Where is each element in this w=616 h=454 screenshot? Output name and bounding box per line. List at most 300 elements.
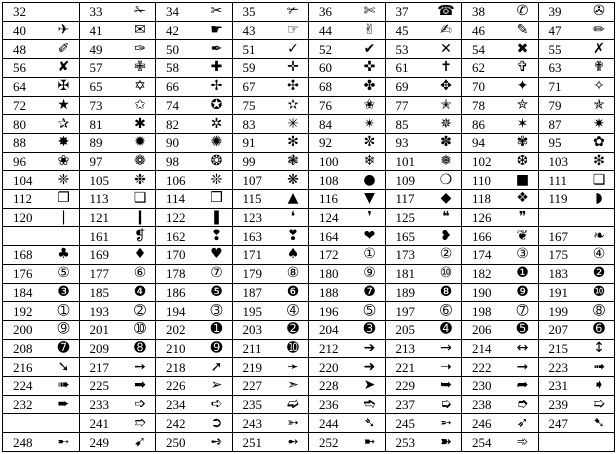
char-code-cell: 94: [462, 133, 508, 152]
dingbat-glyph-cell: ❃: [278, 152, 309, 171]
char-code-cell: 124: [309, 208, 355, 227]
dingbat-glyph-cell: ✸: [49, 133, 80, 152]
table-row: [3, 339, 615, 358]
dingbat-glyph-cell: ★: [49, 96, 80, 115]
char-code-cell: 85: [385, 115, 431, 134]
dingbat-glyph-cell: ➧: [584, 377, 615, 396]
dingbat-glyph-cell: ❈: [49, 171, 80, 190]
table-row: [3, 40, 615, 59]
char-code-cell: 181: [385, 264, 431, 283]
dingbat-glyph-cell: ❏: [584, 171, 615, 190]
char-code-cell: 123: [232, 208, 278, 227]
char-code-cell: 58: [156, 59, 202, 78]
dingbat-glyph-cell: ✵: [431, 115, 462, 134]
char-code-cell: 201: [79, 320, 125, 339]
char-code-cell: 243: [232, 414, 278, 433]
char-code-cell: 184: [3, 283, 49, 302]
char-code-cell: 162: [156, 227, 202, 246]
dingbat-glyph-cell: ⑦: [202, 264, 233, 283]
table-row: [3, 77, 615, 96]
dingbat-code-table: [2, 2, 615, 452]
char-code-cell: 193: [79, 302, 125, 321]
dingbat-glyph-cell: ➨: [49, 395, 80, 414]
char-code-cell: 207: [538, 320, 584, 339]
dingbat-glyph-cell: ❦: [508, 227, 539, 246]
dingbat-glyph-cell: ✲: [202, 115, 233, 134]
dingbat-glyph-cell: ❋: [278, 171, 309, 190]
dingbat-glyph-cell: ✖: [508, 40, 539, 59]
table-row: [3, 395, 615, 414]
dingbat-glyph-cell: ➄: [355, 302, 386, 321]
dingbat-glyph-cell: ●: [355, 171, 386, 190]
char-code-cell: 218: [156, 358, 202, 377]
char-code-cell: 115: [232, 190, 278, 209]
table-row: [3, 171, 615, 190]
dingbat-glyph-cell: ❹: [125, 283, 156, 302]
dingbat-glyph-cell: ✎: [508, 21, 539, 40]
char-code-cell: 90: [156, 133, 202, 152]
char-code-cell: 61: [385, 59, 431, 78]
dingbat-glyph-cell: ❻: [278, 283, 309, 302]
char-code-cell: 42: [156, 21, 202, 40]
dingbat-glyph-cell: ➡: [125, 377, 156, 396]
dingbat-glyph-cell: ✉: [125, 21, 156, 40]
dingbat-glyph-cell: ❸: [49, 283, 80, 302]
dingbat-glyph-cell: ➆: [508, 302, 539, 321]
char-code-cell: 57: [79, 59, 125, 78]
char-code-cell: 49: [79, 40, 125, 59]
dingbat-glyph-cell: ✐: [49, 40, 80, 59]
char-code-cell: 253: [385, 433, 431, 452]
dingbat-glyph-cell: [49, 3, 80, 22]
dingbat-glyph-cell: ✳: [278, 115, 309, 134]
char-code-cell: 56: [3, 59, 49, 78]
char-code-cell: 81: [79, 115, 125, 134]
char-code-cell: 180: [309, 264, 355, 283]
table-row: [3, 227, 615, 246]
char-code-cell: 76: [309, 96, 355, 115]
dingbat-glyph-cell: ❾: [508, 283, 539, 302]
char-code-cell: 167: [538, 227, 584, 246]
dingbat-glyph-cell: ❿: [584, 283, 615, 302]
table-row: [3, 115, 615, 134]
char-code-cell: 100: [309, 152, 355, 171]
dingbat-glyph-cell: ✑: [125, 40, 156, 59]
char-code-cell: 212: [309, 339, 355, 358]
char-code-cell: 241: [79, 414, 125, 433]
char-code-cell: 126: [462, 208, 508, 227]
dingbat-glyph-cell: ❛: [278, 208, 309, 227]
dingbat-glyph-cell: ✍: [431, 21, 462, 40]
dingbat-glyph-cell: ❐: [49, 190, 80, 209]
char-code-cell: 245: [385, 414, 431, 433]
char-code-cell: 75: [232, 96, 278, 115]
table-row: [3, 3, 615, 22]
dingbat-glyph-cell: ✧: [584, 77, 615, 96]
char-code-cell: 238: [462, 395, 508, 414]
table-row: [3, 21, 615, 40]
dingbat-glyph-cell: ❉: [125, 171, 156, 190]
table-row: [3, 246, 615, 265]
dingbat-glyph-cell: ❼: [355, 283, 386, 302]
dingbat-glyph-cell: ❖: [508, 190, 539, 209]
dingbat-glyph-cell: ❢: [202, 227, 233, 246]
dingbat-glyph-cell: ①: [355, 246, 386, 265]
char-code-cell: 208: [3, 339, 49, 358]
dingbat-glyph-cell: ➴: [355, 414, 386, 433]
char-code-cell: 168: [3, 246, 49, 265]
dingbat-glyph-cell: ✇: [584, 3, 615, 22]
dingbat-glyph-cell: ✓: [278, 40, 309, 59]
char-code-cell: 239: [538, 395, 584, 414]
dingbat-glyph-cell: ➛: [278, 358, 309, 377]
dingbat-glyph-cell: ✒: [202, 40, 233, 59]
dingbat-glyph-cell: ➓: [278, 339, 309, 358]
dingbat-glyph-cell: ➂: [202, 302, 233, 321]
dingbat-glyph-cell: ❍: [431, 171, 462, 190]
char-code-cell: 171: [232, 246, 278, 265]
dingbat-glyph-cell: ✣: [278, 77, 309, 96]
dingbat-glyph-cell: ➉: [125, 320, 156, 339]
dingbat-glyph-cell: ➱: [125, 414, 156, 433]
dingbat-glyph-cell: ❡: [125, 227, 156, 246]
char-code-cell: 74: [156, 96, 202, 115]
char-code-cell: 79: [538, 96, 584, 115]
char-code-cell: 252: [309, 433, 355, 452]
table-row: [3, 59, 615, 78]
dingbat-glyph-cell: ✜: [355, 59, 386, 78]
char-code-cell: 104: [3, 171, 49, 190]
char-code-cell: 82: [156, 115, 202, 134]
table-row: [3, 302, 615, 321]
dingbat-glyph-cell: ✙: [125, 59, 156, 78]
dingbat-glyph-cell: ✛: [278, 59, 309, 78]
table-row: [3, 152, 615, 171]
char-code-cell: 191: [538, 283, 584, 302]
dingbat-glyph-cell: ➀: [49, 302, 80, 321]
dingbat-glyph-cell: ✷: [584, 115, 615, 134]
char-code-cell: 174: [462, 246, 508, 265]
char-code-cell: 175: [538, 246, 584, 265]
dingbat-glyph-cell: ➙: [125, 358, 156, 377]
dingbat-glyph-cell: ❅: [431, 152, 462, 171]
dingbat-glyph-cell: ❥: [431, 227, 462, 246]
char-code-cell: 186: [156, 283, 202, 302]
char-code-cell: 210: [156, 339, 202, 358]
char-code-cell: 234: [156, 395, 202, 414]
char-code-cell: 77: [385, 96, 431, 115]
char-code-cell: 249: [79, 433, 125, 452]
char-code-cell: 187: [232, 283, 278, 302]
char-code-cell: 36: [309, 3, 355, 22]
char-code-cell: 251: [232, 433, 278, 452]
char-code-cell: 102: [462, 152, 508, 171]
char-code-cell: 233: [79, 395, 125, 414]
dingbat-glyph-cell: ➫: [278, 395, 309, 414]
dingbat-glyph-cell: ➼: [355, 433, 386, 452]
dingbat-glyph-cell: ➠: [49, 377, 80, 396]
char-code-cell: 192: [3, 302, 49, 321]
dingbat-glyph-cell: ④: [584, 246, 615, 265]
dingbat-glyph-cell: ➈: [49, 320, 80, 339]
dingbat-glyph-cell: ■: [508, 171, 539, 190]
char-code-cell: 110: [462, 171, 508, 190]
char-code-cell: 69: [385, 77, 431, 96]
char-code-cell: 54: [462, 40, 508, 59]
char-code-cell: 116: [309, 190, 355, 209]
dingbat-glyph-cell: ⑩: [431, 264, 462, 283]
dingbat-glyph-cell: ➩: [125, 395, 156, 414]
char-code-cell: 224: [3, 377, 49, 396]
dingbat-glyph-cell: ✫: [278, 96, 309, 115]
char-code-cell: 242: [156, 414, 202, 433]
char-code-cell: [538, 208, 584, 227]
dingbat-glyph-cell: ➊: [202, 320, 233, 339]
char-code-cell: 172: [309, 246, 355, 265]
dingbat-glyph-cell: ❚: [202, 208, 233, 227]
dingbat-glyph-cell: ✟: [584, 59, 615, 78]
dingbat-glyph-cell: ➟: [584, 358, 615, 377]
char-code-cell: 87: [538, 115, 584, 134]
dingbat-glyph-cell: ✏: [584, 21, 615, 40]
dingbat-glyph-cell: ☞: [278, 21, 309, 40]
dingbat-glyph-cell: ☎: [431, 3, 462, 22]
char-code-cell: 198: [462, 302, 508, 321]
dingbat-glyph-cell: ❶: [508, 264, 539, 283]
char-code-cell: 109: [385, 171, 431, 190]
char-code-cell: 248: [3, 433, 49, 452]
dingbat-glyph-cell: ❑: [125, 190, 156, 209]
char-code-cell: 32: [3, 3, 49, 22]
dingbat-glyph-cell: ✞: [508, 59, 539, 78]
dingbat-glyph-cell: ➲: [202, 414, 233, 433]
dingbat-glyph-cell: ➘: [49, 358, 80, 377]
char-code-cell: 73: [79, 96, 125, 115]
char-code-cell: 53: [385, 40, 431, 59]
dingbat-glyph-cell: ➽: [431, 433, 462, 452]
table-row: [3, 96, 615, 115]
char-code-cell: 84: [309, 115, 355, 134]
char-code-cell: 254: [462, 433, 508, 452]
dingbat-glyph-cell: ➪: [202, 395, 233, 414]
char-code-cell: 185: [79, 283, 125, 302]
dingbat-glyph-cell: ❞: [508, 208, 539, 227]
dingbat-glyph-cell: ✮: [508, 96, 539, 115]
char-code-cell: 199: [538, 302, 584, 321]
char-code-cell: 246: [462, 414, 508, 433]
dingbat-glyph-cell: ➔: [355, 339, 386, 358]
char-code-cell: 176: [3, 264, 49, 283]
char-code-cell: 213: [385, 339, 431, 358]
char-code-cell: 35: [232, 3, 278, 22]
char-code-cell: [3, 414, 49, 433]
dingbat-glyph-cell: ☛: [202, 21, 233, 40]
char-code-cell: 70: [462, 77, 508, 96]
dingbat-glyph-cell: ➬: [355, 395, 386, 414]
char-code-cell: 101: [385, 152, 431, 171]
char-code-cell: 92: [309, 133, 355, 152]
dingbat-glyph-cell: ❊: [202, 171, 233, 190]
dingbat-glyph-cell: ➤: [355, 377, 386, 396]
dingbat-glyph-cell: ↕: [584, 339, 615, 358]
char-code-cell: 195: [232, 302, 278, 321]
dingbat-glyph-cell: ➣: [278, 377, 309, 396]
dingbat-glyph-cell: ♠: [278, 246, 309, 265]
dingbat-glyph-cell: ❄: [355, 152, 386, 171]
char-code-cell: 71: [538, 77, 584, 96]
char-code-cell: 95: [538, 133, 584, 152]
dingbat-glyph-cell: ➶: [508, 414, 539, 433]
dingbat-glyph-cell: ❇: [584, 152, 615, 171]
dingbat-glyph-cell: ♦: [125, 246, 156, 265]
dingbat-glyph-cell: ➸: [49, 433, 80, 452]
table-row: [3, 433, 615, 452]
char-code-cell: 112: [3, 190, 49, 209]
char-code-cell: 229: [385, 377, 431, 396]
char-code-cell: 203: [232, 320, 278, 339]
char-code-cell: 88: [3, 133, 49, 152]
dingbat-glyph-cell: ➌: [355, 320, 386, 339]
dingbat-glyph-cell: ✔: [355, 40, 386, 59]
dingbat-glyph-cell: ✰: [49, 115, 80, 134]
dingbat-glyph-cell: ➎: [508, 320, 539, 339]
table-row: [3, 414, 615, 433]
char-code-cell: 209: [79, 339, 125, 358]
char-code-cell: 119: [538, 190, 584, 209]
char-code-cell: 122: [156, 208, 202, 227]
dingbat-glyph-cell: ➾: [508, 433, 539, 452]
dingbat-glyph-cell: ✄: [355, 3, 386, 22]
dingbat-glyph-cell: ✚: [202, 59, 233, 78]
char-code-cell: 59: [232, 59, 278, 78]
char-code-cell: 98: [156, 152, 202, 171]
char-code-cell: 91: [232, 133, 278, 152]
table-row: [3, 264, 615, 283]
char-code-cell: 96: [3, 152, 49, 171]
char-code-cell: 44: [309, 21, 355, 40]
dingbat-glyph-cell: ➦: [508, 377, 539, 396]
dingbat-glyph-cell: ✪: [202, 96, 233, 115]
char-code-cell: 83: [232, 115, 278, 134]
dingbat-glyph-cell: ➹: [125, 433, 156, 452]
char-code-cell: 40: [3, 21, 49, 40]
char-code-cell: 178: [156, 264, 202, 283]
dingbat-glyph-cell: ②: [431, 246, 462, 265]
char-code-cell: 65: [79, 77, 125, 96]
dingbat-glyph-cell: →: [431, 339, 462, 358]
dingbat-glyph-cell: ▲: [278, 190, 309, 209]
char-code-cell: 106: [156, 171, 202, 190]
dingbat-glyph-cell: ↔: [508, 339, 539, 358]
char-code-cell: 215: [538, 339, 584, 358]
char-code-cell: 48: [3, 40, 49, 59]
dingbat-glyph-cell: ⑨: [355, 264, 386, 283]
char-code-cell: 204: [309, 320, 355, 339]
dingbat-glyph-cell: ❽: [431, 283, 462, 302]
char-code-cell: 86: [462, 115, 508, 134]
dingbat-glyph-cell: ➒: [202, 339, 233, 358]
dingbat-glyph-cell: ✦: [508, 77, 539, 96]
dingbat-glyph-cell: ✴: [355, 115, 386, 134]
char-code-cell: 221: [385, 358, 431, 377]
dingbat-glyph-cell: ➞: [508, 358, 539, 377]
char-code-cell: 220: [309, 358, 355, 377]
dingbat-glyph-cell: ❧: [584, 227, 615, 246]
char-code-cell: 161: [79, 227, 125, 246]
char-code-cell: 228: [309, 377, 355, 396]
char-code-cell: 232: [3, 395, 49, 414]
char-code-cell: 177: [79, 264, 125, 283]
char-code-cell: 188: [309, 283, 355, 302]
char-code-cell: 200: [3, 320, 49, 339]
char-code-cell: 34: [156, 3, 202, 22]
char-code-cell: 231: [538, 377, 584, 396]
char-code-cell: 227: [232, 377, 278, 396]
char-code-cell: 43: [232, 21, 278, 40]
dingbat-glyph-cell: ✘: [49, 59, 80, 78]
char-code-cell: 72: [3, 96, 49, 115]
dingbat-glyph-cell: ✂: [202, 3, 233, 22]
dingbat-glyph-cell: ✁: [125, 3, 156, 22]
char-code-cell: 247: [538, 414, 584, 433]
char-code-cell: 51: [232, 40, 278, 59]
char-code-cell: 80: [3, 115, 49, 134]
dingbat-glyph-cell: ✽: [431, 133, 462, 152]
dingbat-glyph-cell: ➥: [431, 377, 462, 396]
char-code-cell: 202: [156, 320, 202, 339]
dingbat-glyph-cell: ✯: [584, 96, 615, 115]
dingbat-glyph-cell: ❷: [584, 264, 615, 283]
table-row: [3, 283, 615, 302]
char-code-cell: 108: [309, 171, 355, 190]
char-code-cell: 107: [232, 171, 278, 190]
dingbat-glyph-cell: ✻: [278, 133, 309, 152]
dingbat-glyph-cell: ◗: [584, 190, 615, 209]
dingbat-glyph-cell: ✩: [125, 96, 156, 115]
char-code-cell: 164: [309, 227, 355, 246]
char-code-cell: 78: [462, 96, 508, 115]
dingbat-glyph-cell: ✃: [278, 3, 309, 22]
char-code-cell: 183: [538, 264, 584, 283]
char-code-cell: 230: [462, 377, 508, 396]
dingbat-glyph-cell: [584, 208, 615, 227]
char-code-cell: 52: [309, 40, 355, 59]
char-code-cell: 173: [385, 246, 431, 265]
char-code-cell: 211: [232, 339, 278, 358]
char-code-cell: 118: [462, 190, 508, 209]
dingbat-glyph-cell: ✺: [202, 133, 233, 152]
dingbat-glyph-cell: ➳: [278, 414, 309, 433]
char-code-cell: 244: [309, 414, 355, 433]
char-code-cell: 179: [232, 264, 278, 283]
char-code-cell: 205: [385, 320, 431, 339]
dingbat-glyph-cell: ➇: [584, 302, 615, 321]
char-code-cell: 222: [462, 358, 508, 377]
dingbat-glyph-cell: ❜: [355, 208, 386, 227]
dingbat-glyph-cell: ➯: [584, 395, 615, 414]
dingbat-glyph-cell: ✭: [431, 96, 462, 115]
dingbat-glyph-cell: ➮: [508, 395, 539, 414]
dingbat-glyph-cell: ❂: [202, 152, 233, 171]
dingbat-glyph-cell: ✝: [431, 59, 462, 78]
char-code-cell: [3, 227, 49, 246]
char-code-cell: 62: [462, 59, 508, 78]
char-code-cell: 63: [538, 59, 584, 78]
char-code-cell: 166: [462, 227, 508, 246]
dingbat-glyph-cell: ⑤: [49, 264, 80, 283]
char-code-cell: 99: [232, 152, 278, 171]
char-code-cell: 60: [309, 59, 355, 78]
